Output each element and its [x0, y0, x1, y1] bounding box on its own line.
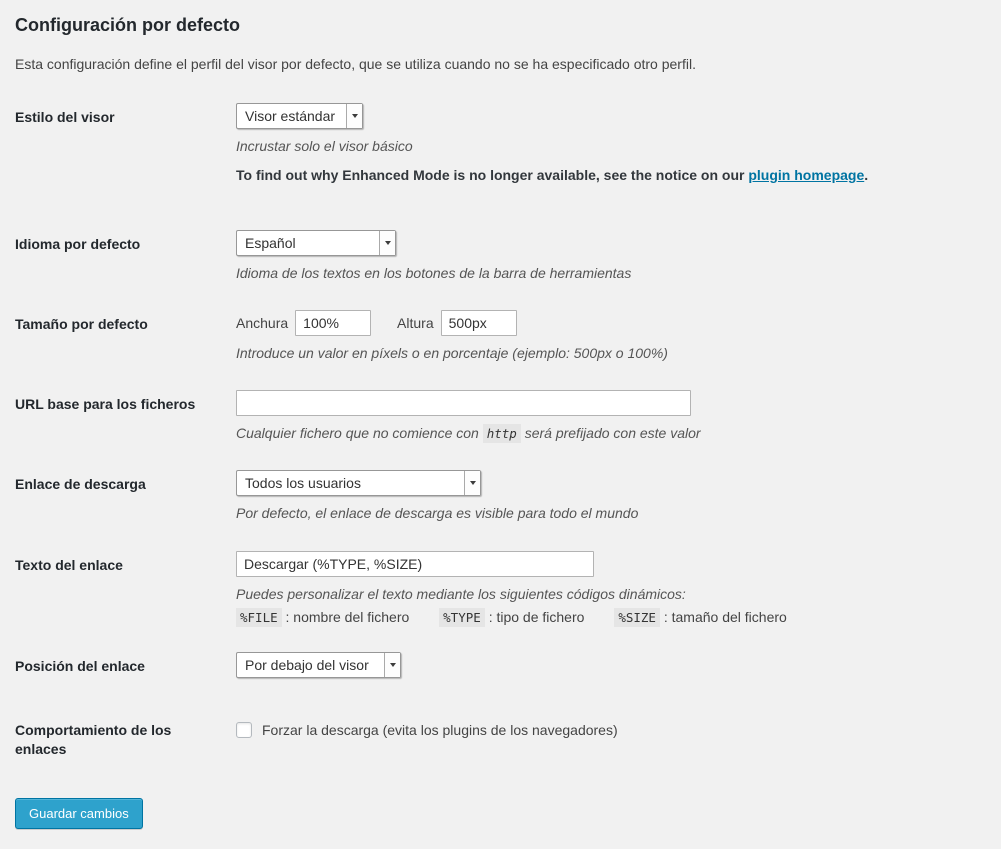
- download-link-label: Enlace de descarga: [15, 476, 146, 493]
- language-select[interactable]: [236, 230, 396, 256]
- language-help: Idioma de los textos en los botones de la barra de herramientas: [236, 264, 632, 281]
- force-download-checkbox[interactable]: [236, 722, 252, 738]
- file-code-chip: %FILE: [236, 608, 282, 627]
- viewer-style-select-value: Visor estándar: [245, 107, 336, 124]
- row-link-position: [15, 652, 981, 678]
- language-select-value: Español: [245, 234, 296, 251]
- http-code-chip: http: [483, 424, 521, 443]
- height-input[interactable]: [441, 310, 517, 336]
- size-code-chip: %SIZE: [614, 608, 660, 627]
- link-behavior-label: Comportamiento de los enlaces: [15, 722, 172, 757]
- row-size: [15, 310, 981, 363]
- link-position-select-value: Por debajo del visor: [245, 657, 369, 674]
- base-url-help: Cualquier fichero que no comience con http será prefijado con este valor: [236, 425, 701, 442]
- base-url-input[interactable]: [236, 390, 691, 416]
- link-position-label: Posición del enlace: [15, 658, 145, 675]
- save-changes-button[interactable]: Guardar cambios: [15, 798, 143, 829]
- size-help: Introduce un valor en píxels o en porcentaje (ejemplo: 500px o 100%): [236, 344, 668, 361]
- chevron-down-icon: [346, 104, 362, 128]
- link-text-help: Puedes personalizar el texto mediante los siguientes códigos dinámicos:: [236, 585, 686, 602]
- viewer-style-help: Incrustar solo el visor básico: [236, 137, 413, 154]
- dynamic-codes-legend: %FILE : nombre del fichero %TYPE : tipo de fichero %SIZE : tamaño del fichero: [236, 609, 981, 625]
- enhanced-mode-notice: To find out why Enhanced Mode is no longer available, see the notice on our plugin homepage.: [236, 167, 869, 184]
- language-label: Idioma por defecto: [15, 235, 141, 252]
- download-link-help: Por defecto, el enlace de descarga es visible para todo el mundo: [236, 505, 639, 522]
- row-language: [15, 230, 981, 283]
- link-text-label: Texto del enlace: [15, 556, 123, 573]
- row-link-behavior: [15, 716, 981, 759]
- plugin-homepage-link[interactable]: plugin homepage: [748, 167, 865, 184]
- size-label: Tamaño por defecto: [15, 315, 148, 332]
- row-link-text: [15, 551, 981, 625]
- download-link-select[interactable]: [236, 470, 481, 496]
- force-download-label[interactable]: Forzar la descarga (evita los plugins de los navegadores): [262, 722, 618, 739]
- page-title: Configuración por defecto: [15, 15, 240, 35]
- width-input[interactable]: [295, 310, 371, 336]
- row-download-link: [15, 470, 981, 523]
- width-label: Anchura: [236, 314, 289, 331]
- viewer-style-select[interactable]: [236, 103, 363, 129]
- chevron-down-icon: [384, 653, 400, 677]
- base-url-label: URL base para los ficheros: [15, 396, 196, 413]
- viewer-style-label: Estilo del visor: [15, 108, 115, 125]
- height-label: Altura: [397, 314, 434, 331]
- link-text-input[interactable]: [236, 551, 594, 577]
- row-viewer-style: [15, 103, 981, 186]
- row-base-url: [15, 390, 981, 443]
- chevron-down-icon: [379, 231, 395, 255]
- download-link-select-value: Todos los usuarios: [245, 475, 361, 492]
- link-position-select[interactable]: [236, 652, 401, 678]
- chevron-down-icon: [464, 471, 480, 495]
- type-code-chip: %TYPE: [439, 608, 485, 627]
- page-intro: Esta configuración define el perfil del visor por defecto, que se utiliza cuando no se ha especificado otro perfil.: [15, 56, 696, 73]
